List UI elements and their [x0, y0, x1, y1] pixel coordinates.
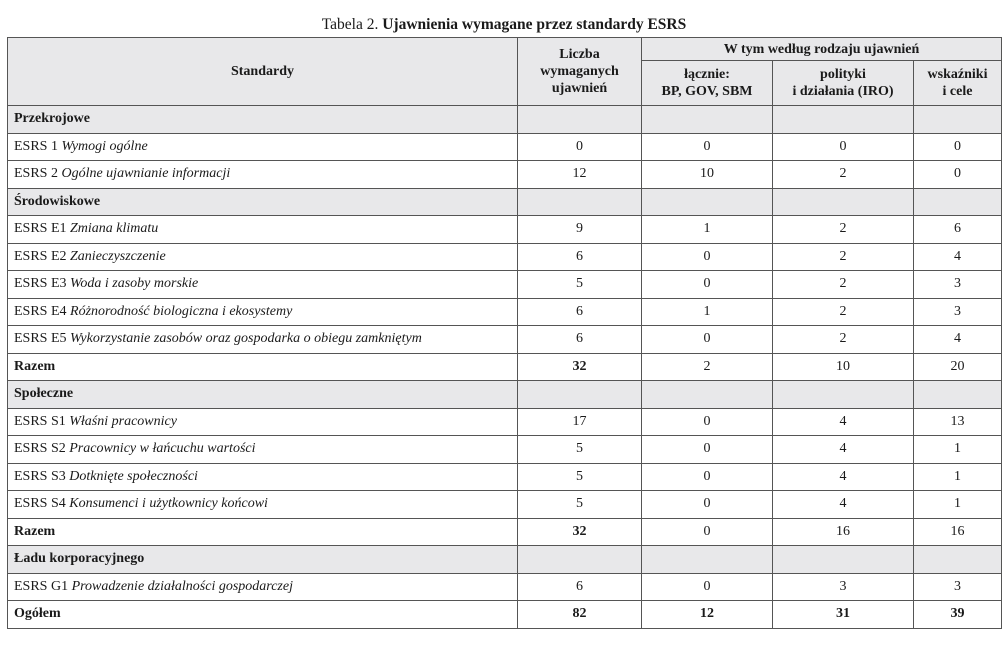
value-cell: 1	[914, 491, 1002, 519]
value-cell: 6	[518, 243, 642, 271]
section-label: Ładu korporacyjnego	[8, 546, 518, 574]
value-cell: 6	[518, 573, 642, 601]
standard-name-cell	[8, 161, 518, 189]
standard-title: Dotknięte społeczności	[69, 468, 198, 484]
table-row	[8, 161, 1002, 189]
value-cell: 5	[518, 436, 642, 464]
subtotal-label: Razem	[8, 518, 518, 546]
value-cell: 16	[773, 518, 914, 546]
value-cell: 20	[914, 353, 1002, 381]
standard-title: Konsumenci i użytkownicy końcowi	[69, 496, 268, 512]
value-cell: 4	[773, 408, 914, 436]
standard-code: ESRS S2	[14, 441, 66, 457]
value-cell: 2	[773, 161, 914, 189]
value-cell: 1	[642, 216, 773, 244]
subtotal-label: Razem	[8, 353, 518, 381]
esrs-table	[7, 37, 1002, 629]
section-empty-cell	[914, 546, 1002, 574]
section-label: Środowiskowe	[8, 188, 518, 216]
table-row	[8, 216, 1002, 244]
value-cell: 9	[518, 216, 642, 244]
section-row	[8, 106, 1002, 134]
header-sub-bp-gov-sbm: łącznie: BP, GOV, SBM	[642, 61, 773, 106]
value-cell: 3	[914, 573, 1002, 601]
value-cell: 5	[518, 463, 642, 491]
table-row	[8, 298, 1002, 326]
value-cell: 0	[642, 408, 773, 436]
table-row	[8, 491, 1002, 519]
section-empty-cell	[518, 381, 642, 409]
value-cell: 0	[773, 133, 914, 161]
standard-title: Zanieczyszczenie	[70, 248, 166, 264]
header-sub-iro: polityki i działania (IRO)	[773, 61, 914, 106]
value-cell: 5	[518, 271, 642, 299]
section-empty-cell	[914, 106, 1002, 134]
standard-name-cell	[8, 216, 518, 244]
table-row	[8, 243, 1002, 271]
standard-name-cell	[8, 573, 518, 601]
standard-name-cell	[8, 491, 518, 519]
standard-title: Pracownicy w łańcuchu wartości	[69, 441, 256, 457]
standard-name-cell	[8, 271, 518, 299]
table-row	[8, 463, 1002, 491]
section-empty-cell	[518, 106, 642, 134]
table-row	[8, 326, 1002, 354]
value-cell: 0	[642, 436, 773, 464]
value-cell: 4	[773, 463, 914, 491]
section-empty-cell	[642, 188, 773, 216]
value-cell: 0	[642, 243, 773, 271]
value-cell: 0	[642, 463, 773, 491]
table-row	[8, 271, 1002, 299]
value-cell: 12	[642, 601, 773, 629]
value-cell: 4	[914, 243, 1002, 271]
section-empty-cell	[773, 381, 914, 409]
value-cell: 5	[518, 491, 642, 519]
header-group: W tym według rodzaju ujawnień	[642, 38, 1002, 61]
standard-title: Właśni pracownicy	[69, 413, 177, 429]
value-cell: 3	[914, 271, 1002, 299]
value-cell: 10	[773, 353, 914, 381]
caption-prefix: Tabela 2.	[321, 16, 383, 33]
value-cell: 2	[773, 216, 914, 244]
value-cell: 10	[642, 161, 773, 189]
table-caption	[0, 0, 1008, 36]
value-cell: 1	[642, 298, 773, 326]
standard-code: ESRS S3	[14, 468, 66, 484]
standard-title: Wykorzystanie zasobów oraz gospodarka o obiegu zamkniętym	[70, 331, 422, 347]
section-row	[8, 188, 1002, 216]
section-empty-cell	[914, 381, 1002, 409]
value-cell: 0	[914, 161, 1002, 189]
value-cell: 32	[518, 353, 642, 381]
value-cell: 0	[642, 271, 773, 299]
standard-code: ESRS S1	[14, 413, 66, 429]
section-label: Społeczne	[8, 381, 518, 409]
standard-name-cell	[8, 243, 518, 271]
value-cell: 2	[773, 243, 914, 271]
caption-title: Ujawnienia wymagane przez standardy ESRS	[382, 16, 687, 33]
value-cell: 17	[518, 408, 642, 436]
subtotal-row	[8, 353, 1002, 381]
section-empty-cell	[642, 106, 773, 134]
value-cell: 6	[518, 298, 642, 326]
value-cell: 0	[914, 133, 1002, 161]
standard-code: ESRS E3	[14, 276, 67, 292]
value-cell: 3	[914, 298, 1002, 326]
section-empty-cell	[518, 188, 642, 216]
header-standards: Standardy	[8, 38, 518, 106]
standard-code: ESRS E4	[14, 303, 67, 319]
value-cell: 1	[914, 436, 1002, 464]
table-row	[8, 408, 1002, 436]
standard-code: ESRS E2	[14, 248, 67, 264]
value-cell: 4	[773, 491, 914, 519]
section-empty-cell	[773, 546, 914, 574]
table-body	[8, 106, 1002, 629]
standard-title: Różnorodność biologiczna i ekosystemy	[70, 303, 293, 319]
standard-name-cell	[8, 298, 518, 326]
section-empty-cell	[773, 106, 914, 134]
standard-name-cell	[8, 408, 518, 436]
value-cell: 2	[773, 326, 914, 354]
standard-name-cell	[8, 133, 518, 161]
table-row	[8, 573, 1002, 601]
value-cell: 32	[518, 518, 642, 546]
value-cell: 0	[642, 491, 773, 519]
standard-title: Wymogi ogólne	[61, 138, 148, 154]
standard-code: ESRS G1	[14, 578, 69, 594]
value-cell: 0	[518, 133, 642, 161]
standard-name-cell	[8, 463, 518, 491]
standard-name-cell	[8, 436, 518, 464]
section-empty-cell	[642, 546, 773, 574]
standard-title: Ogólne ujawnianie informacji	[61, 166, 231, 182]
value-cell: 3	[773, 573, 914, 601]
value-cell: 0	[642, 573, 773, 601]
section-row	[8, 381, 1002, 409]
value-cell: 82	[518, 601, 642, 629]
standard-code: ESRS 2	[14, 166, 58, 182]
value-cell: 31	[773, 601, 914, 629]
table-row	[8, 133, 1002, 161]
standard-title: Prowadzenie działalności gospodarczej	[71, 578, 293, 594]
standard-name-cell	[8, 326, 518, 354]
value-cell: 16	[914, 518, 1002, 546]
section-label: Przekrojowe	[8, 106, 518, 134]
table-row	[8, 436, 1002, 464]
value-cell: 1	[914, 463, 1002, 491]
value-cell: 0	[642, 326, 773, 354]
value-cell: 2	[773, 271, 914, 299]
section-row	[8, 546, 1002, 574]
value-cell: 4	[914, 326, 1002, 354]
section-empty-cell	[642, 381, 773, 409]
value-cell: 6	[518, 326, 642, 354]
standard-code: ESRS 1	[14, 138, 58, 154]
standard-code: ESRS S4	[14, 496, 66, 512]
value-cell: 0	[642, 518, 773, 546]
section-empty-cell	[914, 188, 1002, 216]
header-sub-metrics: wskaźniki i cele	[914, 61, 1002, 106]
value-cell: 39	[914, 601, 1002, 629]
standard-code: ESRS E5	[14, 331, 67, 347]
value-cell: 0	[642, 133, 773, 161]
subtotal-row	[8, 518, 1002, 546]
header-count: Liczba wymaganych ujawnień	[518, 38, 642, 106]
value-cell: 2	[642, 353, 773, 381]
value-cell: 13	[914, 408, 1002, 436]
grand-total-row	[8, 601, 1002, 629]
value-cell: 2	[773, 298, 914, 326]
section-empty-cell	[773, 188, 914, 216]
section-empty-cell	[518, 546, 642, 574]
standard-code: ESRS E1	[14, 221, 67, 237]
grand-total-label: Ogółem	[8, 601, 518, 629]
standard-title: Woda i zasoby morskie	[70, 276, 199, 292]
value-cell: 12	[518, 161, 642, 189]
value-cell: 6	[914, 216, 1002, 244]
value-cell: 4	[773, 436, 914, 464]
standard-title: Zmiana klimatu	[70, 221, 159, 237]
